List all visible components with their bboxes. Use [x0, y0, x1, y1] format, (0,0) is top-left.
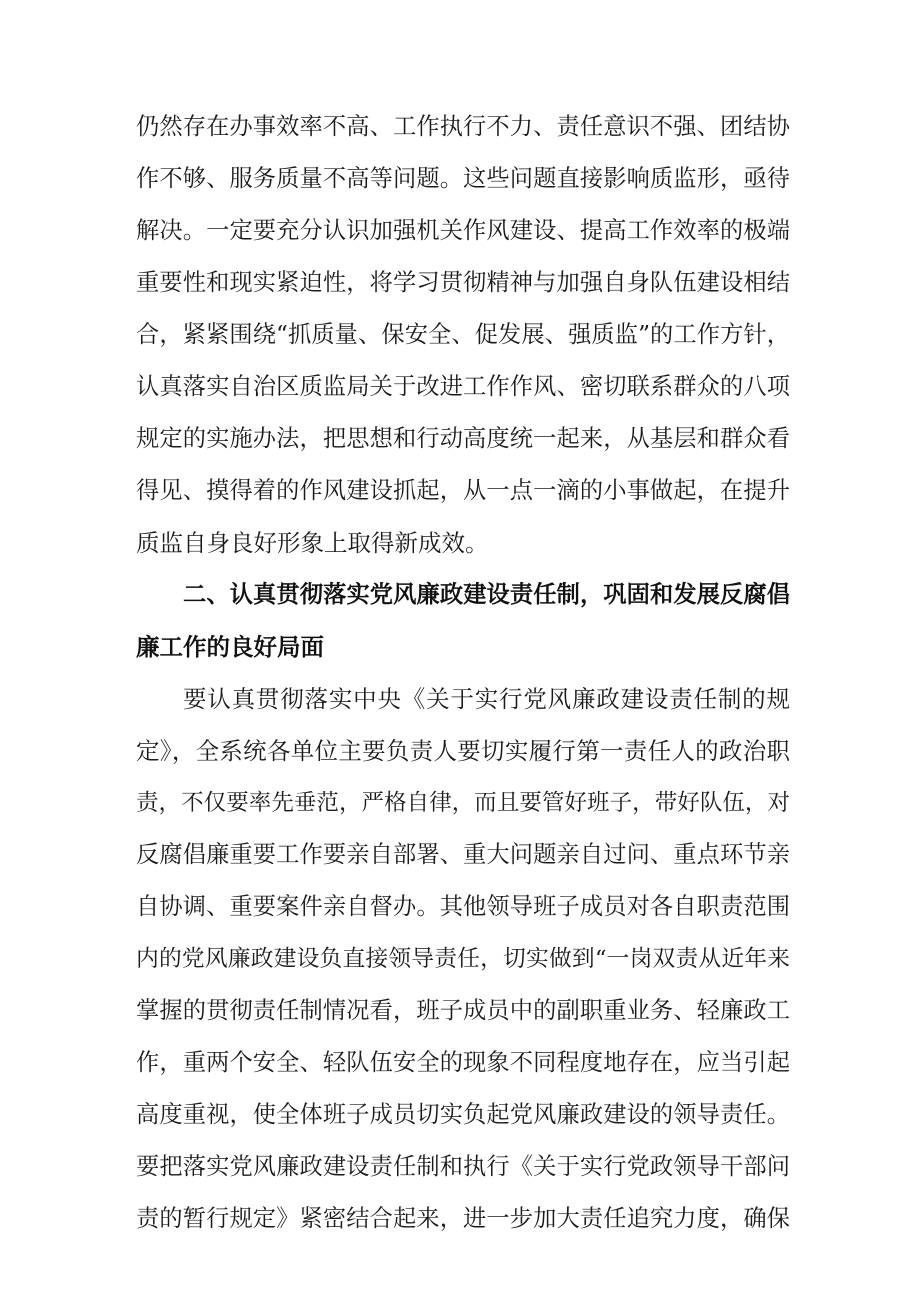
text-line: 掌握的贯彻责任制情况看，班子成员中的副职重业务、轻廉政工: [136, 997, 790, 1024]
text-line: 责，不仅要率先垂范，严格自律，而且要管好班子，带好队伍，对: [136, 790, 790, 816]
text-line: 责的暂行规定》紧密结合起来，进一步加大责任追究力度，确保: [136, 1205, 790, 1232]
text-line: 自协调、重要案件亲自督办。其他领导班子成员对各自职责范围: [136, 893, 790, 920]
text-line: 要把落实党风廉政建设责任制和执行《关于实行党政领导干部问: [136, 1153, 790, 1180]
text-line: 作不够、服务质量不高等问题。这些问题直接影响质监形，亟待: [136, 165, 790, 192]
text-line: 定》，全系统各单位主要负责人要切实履行第一责任人的政治职: [136, 737, 790, 765]
text-line: 合，紧紧围绕“抓质量、保安全、促发展、强质监”的工作方针，: [136, 321, 790, 348]
text-line: 要认真贯彻落实中央《关于实行党风廉政建设责任制的规: [183, 685, 790, 713]
text-line: 解决。一定要充分认识加强机关作风建设、提高工作效率的极端: [136, 217, 790, 244]
heading-line: 二、认真贯彻落实党风廉政建设责任制，巩固和发展反腐倡: [183, 581, 790, 608]
text-line: 反腐倡廉重要工作要亲自部署、重大问题亲自过问、重点环节亲: [136, 841, 790, 868]
text-line: 认真落实自治区质监局关于改进工作作风、密切联系群众的八项: [136, 373, 790, 400]
text-line: 规定的实施办法，把思想和行动高度统一起来，从基层和群众看: [136, 425, 790, 452]
text-line: 得见、摸得着的作风建设抓起，从一点一滴的小事做起，在提升: [136, 477, 790, 504]
text-line: 重要性和现实紧迫性，将学习贯彻精神与加强自身队伍建设相结: [136, 269, 790, 296]
text-line: 质监自身良好形象上取得新成效。: [136, 529, 489, 557]
text-line: 作，重两个安全、轻队伍安全的现象不同程度地存在，应当引起: [136, 1049, 790, 1076]
text-line: 高度重视，使全体班子成员切实负起党风廉政建设的领导责任。: [136, 1101, 790, 1128]
text-line: 内的党风廉政建设负直接领导责任，切实做到“一岗双责从近年来: [136, 946, 790, 972]
text-line: 仍然存在办事效率不高、工作执行不力、责任意识不强、团结协: [136, 113, 790, 140]
heading-line: 廉工作的良好局面: [136, 633, 324, 661]
